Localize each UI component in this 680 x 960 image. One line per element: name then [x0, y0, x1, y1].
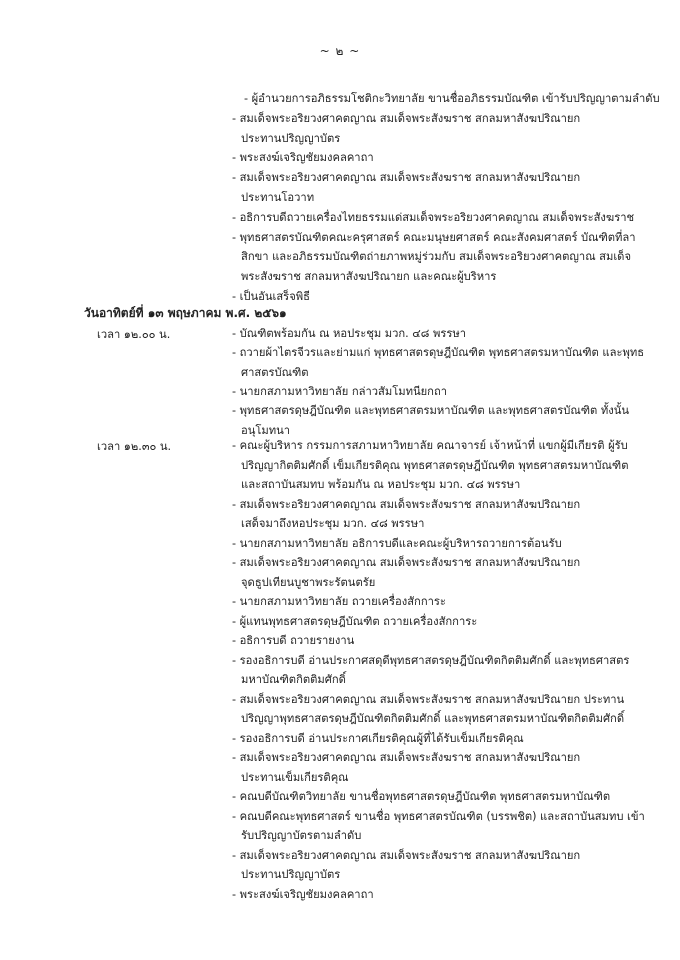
- list-item-line: - ถวายผ้าไตรจีวรและย่ามแก่ พุทธศาสตรดุษฎีบัณฑิต พุทธศาสตรมหาบัณฑิต และพุทธ: [232, 346, 645, 360]
- list-item-line: - สมเด็จพระอริยวงศาคตญาณ สมเด็จพระสังฆราช สกลมหาสังฆปริณายก: [232, 171, 581, 185]
- list-item-line: สิกขา และอภิธรรมบัณฑิตถ่ายภาพหมู่ร่วมกับ สมเด็จพระอริยวงศาคตญาณ สมเด็จ: [241, 250, 631, 264]
- list-item-line: - นายกสภามหาวิทยาลัย อธิการบดีและคณะผู้บริหารถวายการต้อนรับ: [232, 536, 562, 550]
- list-item-line: มหาบัณฑิตกิตติมศักดิ์: [241, 673, 346, 686]
- list-item-line: - สมเด็จพระอริยวงศาคตญาณ สมเด็จพระสังฆราช สกลมหาสังฆปริณายก: [232, 497, 581, 511]
- list-item-line: - สมเด็จพระอริยวงศาคตญาณ สมเด็จพระสังฆราช สกลมหาสังฆปริณายก: [232, 111, 581, 125]
- list-item-line: ประทานโอวาท: [241, 191, 315, 204]
- list-item-line: - พุทธศาสตรบัณฑิตคณะครุศาสตร์ คณะมนุษยศาสตร์ คณะสังคมศาสตร์ บัณฑิตที่ลา: [232, 230, 636, 244]
- list-item-line: - พุทธศาสตรดุษฎีบัณฑิต และพุทธศาสตรมหาบัณฑิต และพุทธศาสตรบัณฑิต ทั้งนั้น: [232, 404, 630, 418]
- list-item-line: - บัณฑิตพร้อมกัน ณ หอประชุม มวก. ๔๘ พรรษา: [232, 327, 466, 340]
- list-item-line: ประทานปริญญาบัตร: [241, 131, 341, 145]
- list-item-line: พระสังฆราช สกลมหาสังฆปริณายก และคณะผู้บริหาร: [241, 270, 497, 284]
- list-item-line: - เป็นอันเสร็จพิธี: [232, 290, 310, 303]
- list-item-line: - คณะผู้บริหาร กรรมการสภามหาวิทยาลัย คณาจารย์ เจ้าหน้าที่ แขกผู้มีเกียรติ ผู้รับ: [232, 439, 628, 452]
- list-item-line: เสด็จมาถึงหอประชุม มวก. ๔๘ พรรษา: [241, 517, 425, 530]
- time-label-1: เวลา ๑๒.๐๐ น.: [97, 328, 171, 341]
- list-item-line: ปริญญาพุทธศาสตรดุษฎีบัณฑิตกิตติมศักดิ์ และพุทธศาสตรมหาบัณฑิตกิตติมศักดิ์: [241, 712, 625, 725]
- list-item-line: - สมเด็จพระอริยวงศาคตญาณ สมเด็จพระสังฆราช สกลมหาสังฆปริณายก: [232, 751, 581, 764]
- list-item-line: - สมเด็จพระอริยวงศาคตญาณ สมเด็จพระสังฆราช สกลมหาสังฆปริณายก: [232, 556, 581, 569]
- list-item-line: - นายกสภามหาวิทยาลัย ถวายเครื่องสักการะ: [232, 595, 446, 608]
- list-item-line: - ผู้อำนวยการอภิธรรมโชติกะวิทยาลัย ขานชื่ออภิธรรมบัณฑิต เข้ารับปริญญาตามลำดับ: [244, 92, 660, 105]
- list-item-line: อนุโมทนา: [241, 423, 291, 437]
- list-item-line: - สมเด็จพระอริยวงศาคตญาณ สมเด็จพระสังฆราช สกลมหาสังฆปริณายก: [232, 848, 581, 862]
- list-item-line: - นายกสภามหาวิทยาลัย กล่าวสัมโมทนียกถา: [232, 384, 448, 398]
- list-item-line: - พระสงฆ์เจริญชัยมงคลคาถา: [232, 887, 374, 901]
- list-item-line: - อธิการบดีถวายเครื่องไทยธรรมแด่สมเด็จพระอริยวงศาคตญาณ สมเด็จพระสังฆราช: [232, 210, 635, 224]
- list-item-line: ปริญญากิตติมศักดิ์ เข็มเกียรติคุณ พุทธศาสตรดุษฎีบัณฑิต พุทธศาสตรมหาบัณฑิต: [241, 458, 629, 472]
- list-item-line: - อธิการบดี ถวายรายงาน: [232, 634, 355, 647]
- list-item-line: - สมเด็จพระอริยวงศาคตญาณ สมเด็จพระสังฆราช สกลมหาสังฆปริณายก ประทาน: [232, 692, 625, 706]
- list-item-line: และสถาบันสมทบ พร้อมกัน ณ หอประชุม มวก. ๔๘ พรรษา: [241, 478, 521, 491]
- list-item-line: ประทานเข็มเกียรติคุณ: [241, 770, 349, 784]
- list-item-line: จุดธูปเทียนบูชาพระรัตนตรัย: [241, 575, 376, 589]
- time-label-2: เวลา ๑๒.๓๐ น.: [97, 440, 172, 453]
- list-item-line: - รองอธิการบดี อ่านประกาศเกียรติคุณผู้ที่ได้รับเข็มเกียรติคุณ: [232, 731, 524, 745]
- list-item-line: - คณบดีบัณฑิตวิทยาลัย ขานชื่อพุทธศาสตรดุษฎีบัณฑิต พุทธศาสตรมหาบัณฑิต: [232, 790, 611, 803]
- page-number: ~ ๒ ~: [319, 44, 361, 58]
- list-item-line: - ผู้แทนพุทธศาสตรดุษฎีบัณฑิต ถวายเครื่องสักการะ: [232, 614, 478, 628]
- list-item-line: - คณบดีคณะพุทธศาสตร์ ขานชื่อ พุทธศาสตรบัณฑิต (บรรพชิต) และสถาบันสมทบ เข้า: [232, 809, 645, 823]
- list-item-line: - รองอธิการบดี อ่านประกาศสดุดีพุทธศาสตรดุษฎีบัณฑิตกิตติมศักดิ์ และพุทธศาสตร: [232, 653, 630, 667]
- date-heading: วันอาทิตย์ที่ ๑๓ พฤษภาคม พ.ศ. ๒๕๖๑: [84, 306, 287, 320]
- list-item-line: - พระสงฆ์เจริญชัยมงคลคาถา: [232, 151, 374, 165]
- list-item-line: รับปริญญาบัตรตามลำดับ: [241, 829, 362, 842]
- list-item-line: ศาสตรบัณฑิต: [241, 365, 309, 379]
- list-item-line: ประทานปริญญาบัตร: [241, 868, 341, 881]
